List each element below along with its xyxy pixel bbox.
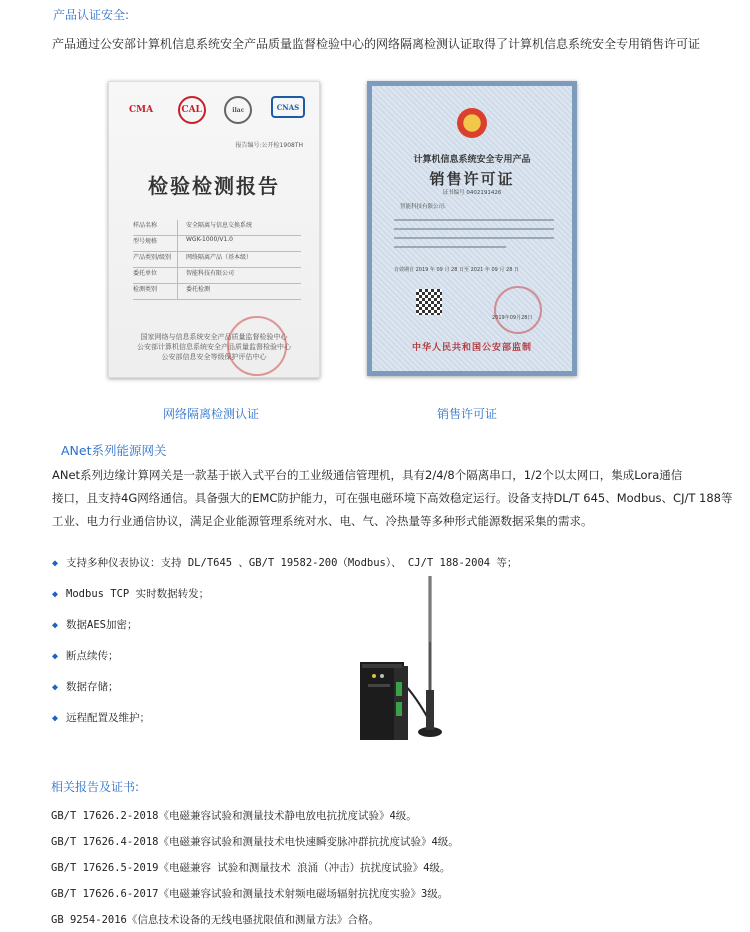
report-item: GB/T 17626.5-2019《电磁兼容 试验和测量技术 浪涌（冲击）抗扰度试验》4级。: [51, 862, 451, 874]
feature-item: ◆ Modbus TCP 实时数据转发；: [52, 588, 210, 600]
caption-right: 销售许可证: [437, 407, 498, 421]
qr-code-icon: [416, 289, 442, 315]
reports-title: 相关报告及证书:: [51, 780, 140, 794]
license-date: 2019年09月28日: [492, 315, 533, 321]
report-row: 样品名称 安全隔离与信息交换系统: [133, 220, 301, 236]
license-validity: 有效期自 2019 年 09 月 28 日至 2021 年 09 月 28 日: [394, 267, 519, 273]
cal-logo: CAL: [178, 96, 206, 124]
cma-logo: CMA: [128, 105, 154, 115]
report-number: 报告编号:公开检1908TH: [235, 142, 303, 149]
diamond-bullet-icon: ◆: [52, 558, 59, 569]
diamond-bullet-icon: ◆: [52, 651, 59, 662]
license-number: 证书编号 0402191426: [442, 190, 502, 196]
cert-section-title: 产品认证安全:: [53, 8, 130, 22]
ilac-logo: ilac: [224, 96, 252, 124]
license-title: 销售许可证: [429, 170, 515, 188]
gateway-description: ANet系列边缘计算网关是一款基于嵌入式平台的工业级通信管理机，具有2/4/8个隔离串口，1/2个以太网口，集成Lora通信 接口，且支持4G网络通信。具备强大的EMC防护能力，可在强电磁环境下高效稳定运行。设备支持DL/T 645、Modbus、CJ/T 188等 工业、电力行业通信协议，满足企业能源管理系统对水、电、气、冷热量等多种形式能源数据采集的需求。: [52, 468, 733, 528]
license-text-lines: [394, 212, 554, 255]
diamond-bullet-icon: ◆: [52, 713, 59, 724]
report-footer: 国家网络与信息系统安全产品质量监督检验中心 公安部计算机信息系统安全产品质量监督检验中心 公安部信息安全等级保护评估中心: [137, 333, 291, 361]
report-item: GB/T 17626.2-2018《电磁兼容试验和测量技术静电放电抗扰度试验》4级。: [51, 810, 417, 822]
license-company: 智能科技有限公司:: [400, 204, 446, 210]
cert-logo-row: [123, 96, 305, 124]
feature-item: ◆ 支持多种仪表协议：支持 DL/T645 、GB/T 19582-200（Modbus）、 CJ/T 188-2004 等；: [52, 557, 518, 569]
license-subtitle: 计算机信息系统安全专用产品: [413, 155, 531, 165]
red-seal-icon: [494, 286, 542, 334]
red-seal-icon: [227, 316, 287, 376]
license-footer: 中华人民共和国公安部监制: [411, 343, 532, 353]
feature-item: ◆ 断点续传；: [52, 650, 119, 662]
feature-item: ◆ 数据AES加密；: [52, 619, 138, 631]
report-row: 检测类别 委托检测: [133, 284, 301, 300]
report-item: GB/T 17626.4-2018《电磁兼容试验和测量技术电快速瞬变脉冲群抗扰度试验》4级。: [51, 836, 459, 848]
cnas-logo: CNAS: [271, 96, 305, 118]
diamond-bullet-icon: ◆: [52, 620, 59, 631]
report-row: 委托单位 智能科技有限公司: [133, 268, 301, 284]
gateway-title: ANet系列能源网关: [61, 443, 167, 458]
sales-license-image: [367, 81, 577, 376]
diamond-bullet-icon: ◆: [52, 682, 59, 693]
report-row: 型号规格 WGK-1000/V1.0: [133, 236, 301, 252]
feature-item: ◆ 数据存储；: [52, 681, 119, 693]
report-table: [133, 220, 301, 300]
feature-item: ◆ 远程配置及维护；: [52, 712, 151, 724]
gateway-device-image: [354, 572, 464, 744]
cert-section-text: 产品通过公安部计算机信息系统安全产品质量监督检验中心的网络隔离检测认证取得了计算机信息系统安全专用销售许可证: [52, 37, 701, 51]
inspection-report-image: [108, 81, 320, 378]
report-title: 检验检测报告: [148, 174, 280, 198]
report-item: GB 9254-2016《信息技术设备的无线电骚扰限值和测量方法》合格。: [51, 914, 379, 926]
diamond-bullet-icon: ◆: [52, 589, 59, 600]
report-item: GB/T 17626.6-2017《电磁兼容试验和测量技术射频电磁场辐射抗扰度实验》3级。: [51, 888, 449, 900]
caption-left: 网络隔离检测认证: [163, 407, 260, 421]
police-emblem-icon: [457, 108, 487, 138]
report-row: 产品类别/级别 网络隔离产品（基本级）: [133, 252, 301, 268]
